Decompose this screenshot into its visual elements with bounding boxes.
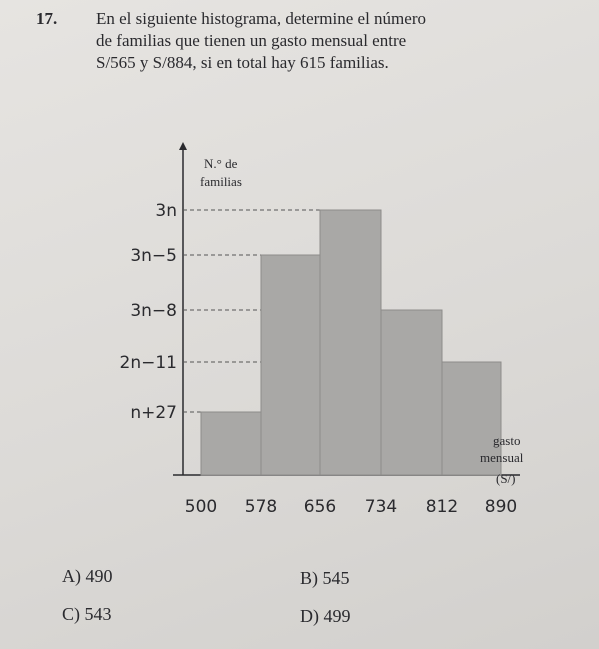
option-d: D) 499 bbox=[300, 606, 351, 626]
question-line-2: de familias que tienen un gasto mensual entre bbox=[96, 31, 407, 50]
option-c: C) 543 bbox=[62, 604, 112, 624]
y-axis-title-line1: N.° de bbox=[204, 156, 238, 171]
option-b: B) 545 bbox=[300, 568, 350, 588]
histogram-bar bbox=[320, 210, 381, 475]
x-tick-label: 890 bbox=[484, 497, 518, 517]
option-a: A) 490 bbox=[62, 566, 113, 586]
x-tick-label: 656 bbox=[303, 497, 337, 517]
histogram-bar bbox=[261, 255, 320, 475]
question-line-1: En el siguiente histograma, determine el número bbox=[96, 9, 426, 28]
x-tick-label: 578 bbox=[244, 497, 278, 517]
histogram bbox=[80, 140, 550, 540]
y-tick-label: 2n−11 bbox=[119, 353, 177, 373]
y-axis-title-line2: familias bbox=[200, 174, 242, 189]
y-tick-label: n+27 bbox=[130, 403, 177, 423]
y-tick-label: 3n−5 bbox=[130, 246, 177, 266]
question-line-3: S/565 y S/884, si en total hay 615 familias. bbox=[96, 53, 389, 72]
histogram-bar bbox=[381, 310, 442, 475]
question-number: 17. bbox=[36, 9, 58, 28]
x-axis-title-line3: (S/) bbox=[496, 471, 516, 486]
x-tick-label: 812 bbox=[425, 497, 459, 517]
x-tick-label: 734 bbox=[364, 497, 398, 517]
histogram-bar bbox=[201, 412, 261, 475]
y-axis-arrow bbox=[179, 142, 187, 150]
x-axis-title-line1: gasto bbox=[493, 433, 521, 448]
y-tick-label: 3n−8 bbox=[130, 301, 177, 321]
x-axis-title-line2: mensual bbox=[480, 450, 524, 465]
x-tick-label: 500 bbox=[184, 497, 218, 517]
y-tick-label: 3n bbox=[155, 201, 177, 221]
